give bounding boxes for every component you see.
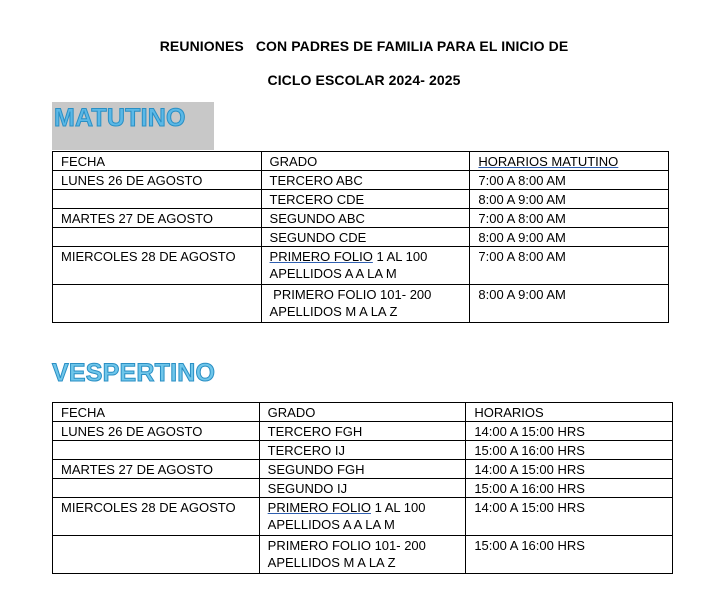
table-row	[53, 285, 669, 323]
cell-grado: TERCERO CDE	[261, 190, 470, 209]
table-row	[53, 441, 673, 460]
table-row	[53, 209, 669, 228]
table-row	[53, 190, 669, 209]
document-title-line-2: CICLO ESCOLAR 2024- 2025	[267, 72, 461, 88]
cell-horario: 8:00 A 9:00 AM	[470, 285, 669, 323]
cell-grado: SEGUNDO FGH	[259, 460, 466, 479]
cell-horario: 8:00 A 9:00 AM	[470, 190, 669, 209]
cell-horario: 14:00 A 15:00 HRS	[466, 498, 673, 536]
cell-fecha: LUNES 26 DE AGOSTO	[53, 171, 262, 190]
cell-horario: 15:00 A 16:00 HRS	[466, 479, 673, 498]
table-row	[53, 460, 673, 479]
cell-grado: SEGUNDO ABC	[261, 209, 470, 228]
table-row	[53, 536, 673, 574]
cell-fecha	[53, 190, 262, 209]
table-row	[53, 171, 669, 190]
column-header-horarios: HORARIOS	[466, 403, 673, 422]
cell-grado-apellidos: APELLIDOS M A LA Z	[269, 304, 398, 319]
matutino-schedule-table	[52, 151, 669, 323]
cell-grado-underlined: PRIMERO FOLIO	[267, 500, 371, 515]
cell-grado: TERCERO FGH	[259, 422, 466, 441]
cell-horario: 7:00 A 8:00 AM	[470, 171, 669, 190]
cell-grado	[259, 536, 466, 574]
table-row	[53, 247, 669, 285]
cell-horario: 15:00 A 16:00 HRS	[466, 536, 673, 574]
cell-grado: TERCERO ABC	[261, 171, 470, 190]
column-header-grado: GRADO	[261, 152, 470, 171]
cell-grado-underlined: PRIMERO FOLIO	[269, 249, 373, 264]
table-row	[53, 498, 673, 536]
cell-horario: 8:00 A 9:00 AM	[470, 228, 669, 247]
cell-fecha	[53, 479, 260, 498]
cell-horario: 15:00 A 16:00 HRS	[466, 441, 673, 460]
matutino-heading: MATUTINO	[54, 104, 186, 132]
table-row	[53, 422, 673, 441]
cell-grado-folio: PRIMERO FOLIO 101- 200	[269, 287, 432, 302]
cell-grado: SEGUNDO IJ	[259, 479, 466, 498]
cell-grado-apellidos: APELLIDOS A A LA M	[267, 517, 395, 532]
cell-fecha	[53, 536, 260, 574]
cell-grado-apellidos: APELLIDOS A A LA M	[269, 266, 397, 281]
cell-grado	[261, 285, 470, 323]
cell-fecha: LUNES 26 DE AGOSTO	[53, 422, 260, 441]
cell-fecha: MIERCOLES 28 DE AGOSTO	[53, 247, 262, 285]
cell-fecha	[53, 441, 260, 460]
cell-horario: 14:00 A 15:00 HRS	[466, 422, 673, 441]
cell-fecha: MARTES 27 DE AGOSTO	[53, 209, 262, 228]
cell-fecha: MARTES 27 DE AGOSTO	[53, 460, 260, 479]
cell-grado-range: 1 AL 100	[372, 249, 428, 264]
column-header-horarios-text: HORARIOS MATUTINO	[478, 154, 619, 169]
table-header-row	[53, 403, 673, 422]
cell-fecha	[53, 285, 262, 323]
cell-grado	[261, 247, 470, 285]
table-header-row	[53, 152, 669, 171]
cell-horario: 7:00 A 8:00 AM	[470, 247, 669, 285]
cell-grado: SEGUNDO CDE	[261, 228, 470, 247]
cell-horario: 14:00 A 15:00 HRS	[466, 460, 673, 479]
document-title-line-1: REUNIONES CON PADRES DE FAMILIA PARA EL INICIO DE	[159, 38, 569, 54]
column-header-grado: GRADO	[259, 403, 466, 422]
vespertino-heading: VESPERTINO	[52, 359, 216, 387]
table-row	[53, 479, 673, 498]
cell-grado: TERCERO IJ	[259, 441, 466, 460]
column-header-fecha: FECHA	[53, 403, 260, 422]
cell-fecha	[53, 228, 262, 247]
cell-grado-folio: PRIMERO FOLIO 101- 200	[267, 538, 426, 553]
cell-grado	[259, 498, 466, 536]
cell-grado-range: 1 AL 100	[370, 500, 426, 515]
table-row	[53, 228, 669, 247]
cell-grado-apellidos: APELLIDOS M A LA Z	[267, 555, 396, 570]
cell-horario: 7:00 A 8:00 AM	[470, 209, 669, 228]
column-header-horarios	[470, 152, 669, 171]
cell-fecha: MIERCOLES 28 DE AGOSTO	[53, 498, 260, 536]
vespertino-schedule-table	[52, 402, 673, 574]
column-header-fecha: FECHA	[53, 152, 262, 171]
